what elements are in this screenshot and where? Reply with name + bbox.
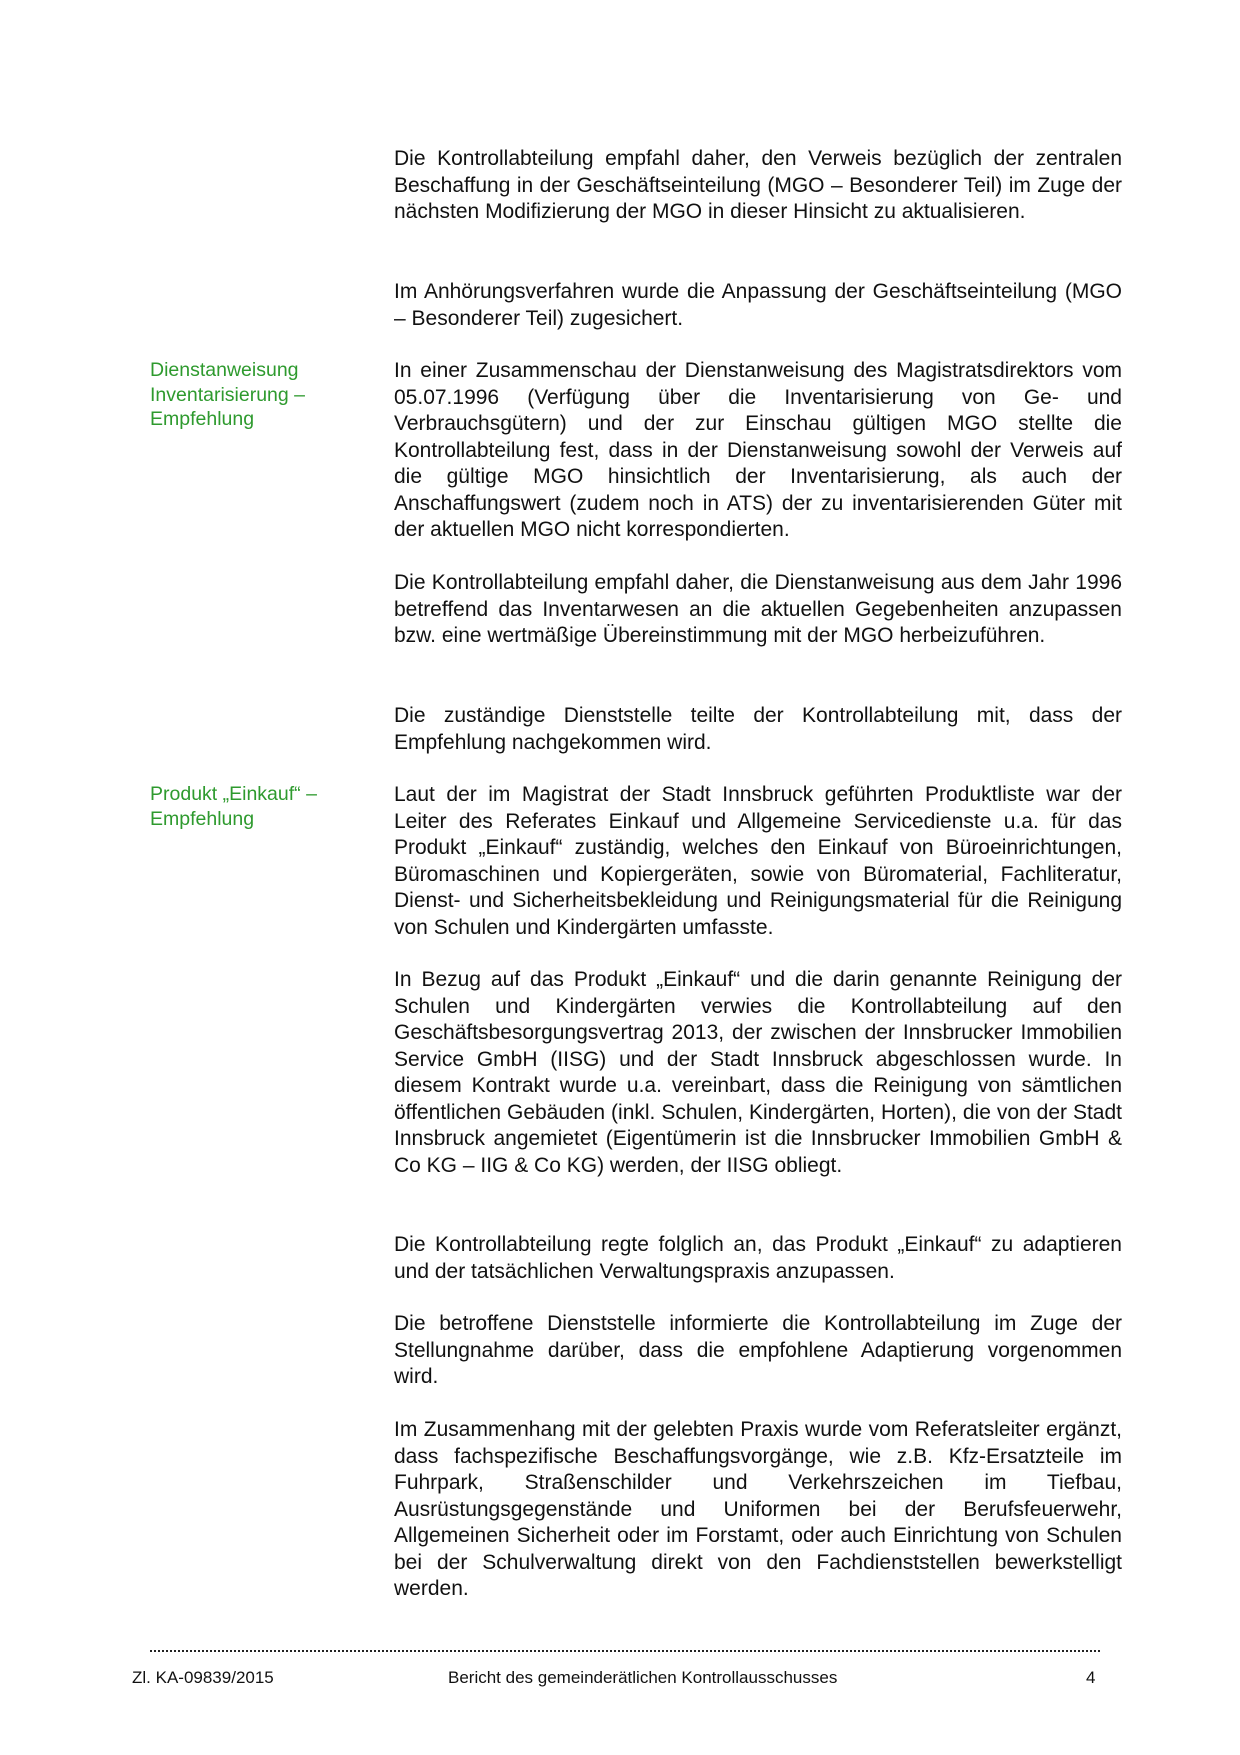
paragraph-4: Die Kontrollabteilung empfahl daher, die Dienstanweisung aus dem Jahr 1996 betreffend das Inventarwesen an die aktuellen Gegebenheiten anzupassen bzw. eine wertmäßige Übereinstimmung mit der MGO herbeizuführen. bbox=[394, 571, 1122, 647]
paragraph-9: Die betroffene Dienststelle informierte die Kontrollabteilung im Zuge der Stellungnahme darüber, dass die empfohlene Adaptierung vorgenommen wird. bbox=[394, 1312, 1122, 1388]
page-number: 4 bbox=[1086, 1668, 1096, 1687]
paragraph-3: In einer Zusammenschau der Dienstanweisung des Magistratsdirektors vom 05.07.1996 (Verfügung über die Inventarisierung von Ge- und Verbrauchsgütern) und der zur Einschau gültigen MGO stellte die Kontrollabteilung fest, dass in der Dienstanweisung sowohl der Verweis auf die gültige MGO hinsichtlich der Inventarisierung, als auch der Anschaffungswert (zudem noch in ATS) der zu inventarisierenden Güter mit der aktuellen MGO nicht korrespondierten. bbox=[394, 359, 1122, 541]
paragraph-5: Die zuständige Dienststelle teilte der Kontrollabteilung mit, dass der Empfehlung nachgekommen wird. bbox=[394, 704, 1122, 754]
footer-title: Bericht des gemeinderätlichen Kontrollausschusses bbox=[448, 1668, 838, 1687]
footer-divider bbox=[150, 1650, 1100, 1652]
footer-reference: Zl. KA-09839/2015 bbox=[132, 1668, 274, 1687]
margin-note-dienstanweisung: Dienstanweisung Inventarisierung – Empfehlung bbox=[150, 359, 306, 430]
paragraph-2: Im Anhörungsverfahren wurde die Anpassung der Geschäftseinteilung (MGO – Besonderer Teil) zugesichert. bbox=[394, 280, 1122, 330]
paragraph-8: Die Kontrollabteilung regte folglich an, das Produkt „Einkauf“ zu adaptieren und der tatsächlichen Verwaltungspraxis anzupassen. bbox=[394, 1233, 1122, 1283]
paragraph-6: Laut der im Magistrat der Stadt Innsbruck geführten Produktliste war der Leiter des Referates Einkauf und Allgemeine Servicedienste u.a. für das Produkt „Einkauf“ zuständig, welches den Einkauf von Büroeinrichtungen, Büromaschinen und Kopiergeräten, sowie von Büromaterial, Fachliteratur, Dienst- und Sicherheitsbekleidung und Reinigungsmaterial für die Reinigung von Schulen und Kindergärten umfasste. bbox=[394, 783, 1122, 939]
paragraph-7: In Bezug auf das Produkt „Einkauf“ und die darin genannte Reinigung der Schulen und Kindergärten verwies die Kontrollabteilung auf den Geschäftsbesorgungsvertrag 2013, der zwischen der Innsbrucker Immobilien Service GmbH (IISG) und der Stadt Innsbruck abgeschlossen wurde. In diesem Kontrakt wurde u.a. vereinbart, dass die Reinigung von sämtlichen öffentlichen Gebäuden (inkl. Schulen, Kindergärten, Horten), die von der Stadt Innsbruck angemietet (Eigentümerin ist die Innsbrucker Immobilien GmbH & Co KG – IIG & Co KG) werden, der IISG obliegt. bbox=[394, 968, 1122, 1177]
paragraph-10: Im Zusammenhang mit der gelebten Praxis wurde vom Referatsleiter ergänzt, dass fachspezifische Beschaffungsvorgänge, wie z.B. Kfz-Ersatzteile im Fuhrpark, Straßenschilder und Verkehrszeichen im Tiefbau, Ausrüstungsgegenstände und Uniformen bei der Berufsfeuerwehr, Allgemeinen Sicherheit oder im Forstamt, oder auch Einrichtung von Schulen bei der Schulverwaltung direkt von den Fachdienststellen bewerkstelligt werden. bbox=[394, 1418, 1122, 1600]
margin-note-produkt-einkauf: Produkt „Einkauf“ – Empfehlung bbox=[150, 783, 317, 830]
paragraph-1: Die Kontrollabteilung empfahl daher, den Verweis bezüglich der zentralen Beschaffung in der Geschäftseinteilung (MGO – Besonderer Teil) im Zuge der nächsten Modifizierung der MGO in dieser Hinsicht zu aktualisieren. bbox=[394, 147, 1122, 223]
